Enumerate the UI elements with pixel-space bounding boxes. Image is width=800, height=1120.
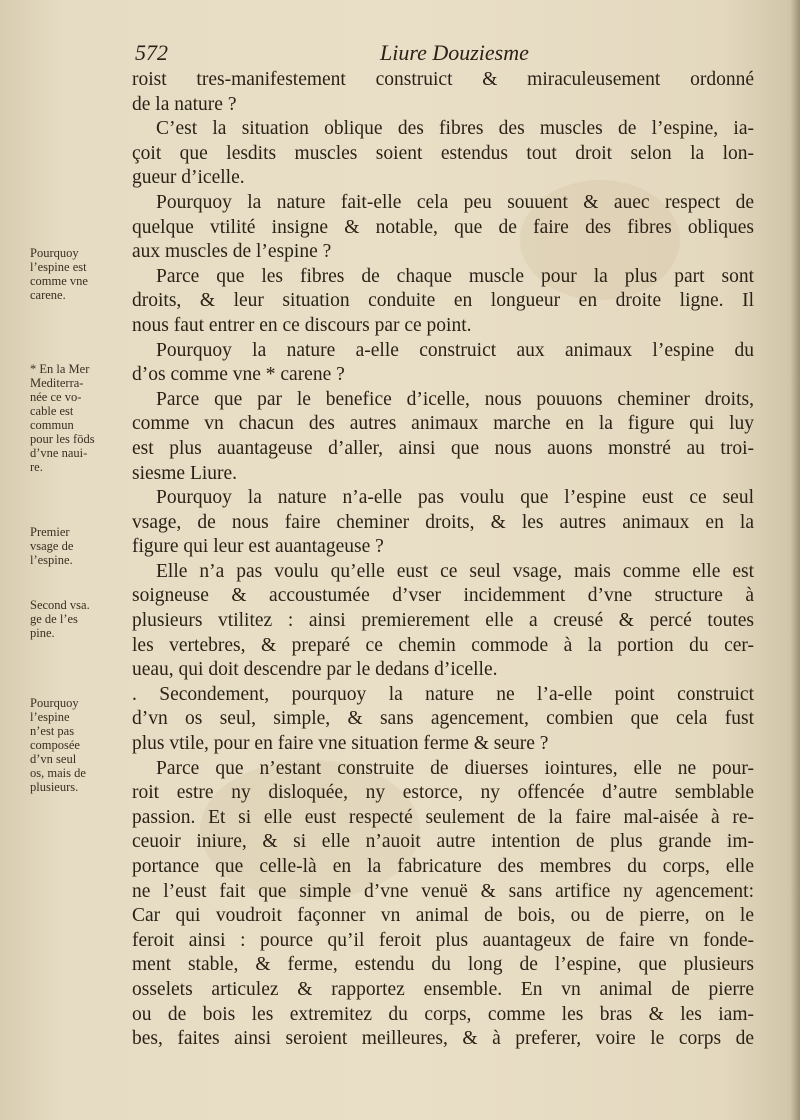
text-line: d’os comme vne * carene ?	[132, 364, 345, 386]
text-line: d’vn os seul, simple, & sans agencement, combien que cela fust	[132, 708, 754, 730]
text-line: Pourquoy la nature n’a-elle pas voulu que l’espine eust ce seul	[156, 487, 754, 509]
text-line: droits, & leur situation conduite en longueur en droite ligne. Il	[132, 290, 754, 312]
text-line: Parce que les fibres de chaque muscle pour la plus part sont	[156, 265, 754, 287]
running-title: Liure Douziesme	[380, 40, 529, 65]
page-edge-shadow	[790, 0, 800, 1120]
margin-note-line: commun	[30, 418, 74, 432]
text-line: ment stable, & ferme, estendu du long de l’espine, que plusieurs	[132, 954, 754, 976]
text-line: vsage, de nous faire cheminer droits, & les autres animaux en la	[132, 511, 754, 533]
text-line: figure qui leur est auantageuse ?	[132, 536, 384, 558]
text-line: Pourquoy la nature a-elle construict aux animaux l’espine du	[156, 339, 754, 361]
margin-note-line: d’vne naui-	[30, 446, 88, 460]
text-line: siesme Liure.	[132, 462, 238, 484]
margin-note-line: pine.	[30, 626, 55, 640]
margin-note-espine-carene	[30, 246, 126, 302]
text-line: osselets articulez & rapportez ensemble. En vn animal de pierre	[132, 978, 754, 1000]
text-line: . Secondement, pourquoy la nature ne l’a-elle point construict	[132, 683, 754, 705]
text-line: Parce que n’estant construite de diuerses iointures, elle ne pour-	[156, 757, 754, 779]
margin-note-line: pour les fōds	[30, 432, 95, 446]
text-line: Car qui voudroit façonner vn animal de bois, ou de pierre, on le	[132, 905, 754, 927]
text-line: quelque vtilité insigne & notable, que de faire des fibres obliques	[132, 216, 754, 238]
text-line: ueau, qui doit descendre par le dedans d’icelle.	[132, 659, 498, 681]
text-line: est plus auantageuse d’aller, ainsi que nous auons monstré au troi-	[132, 437, 754, 459]
text-line: çoit que lesdits muscles soient estendus tout droit selon la lon-	[132, 142, 754, 164]
text-line: roist tres-manifestement construict & miraculeusement ordonné	[132, 69, 754, 90]
text-line: aux muscles de l’espine ?	[132, 241, 332, 263]
text-line: portance que celle-là en la fabricature des membres du corps, elle	[132, 856, 754, 877]
margin-note-line: l’espine	[30, 710, 70, 724]
margin-note-line: carene.	[30, 288, 66, 302]
margin-note-line: comme vne	[30, 274, 88, 288]
margin-note-line: ge de l’es	[30, 612, 78, 626]
margin-note-pourquoy-compose	[30, 696, 126, 794]
margin-note-line: Pourquoy	[30, 696, 79, 710]
margin-note-line: * En la Mer	[30, 362, 90, 376]
text-line: plusieurs vtilitez : ainsi premierement elle a creusé & percé toutes	[132, 610, 754, 632]
text-line: ne l’eust fait que simple d’vne venuë & sans artifice ny agencement:	[132, 880, 754, 902]
text-line: ceuoir iniure, & si elle n’auoit autre intention de plus grande im-	[132, 831, 754, 853]
margin-note-line: Premier	[30, 525, 70, 539]
text-line: gueur d’icelle.	[132, 167, 245, 189]
main-text-column	[132, 68, 754, 1052]
text-line: nous faut entrer en ce discours par ce point.	[132, 314, 472, 336]
margin-note-line: l’espine.	[30, 553, 73, 567]
text-line: de la nature ?	[132, 93, 237, 115]
margin-note-line: d’vn seul	[30, 752, 77, 766]
margin-note-mer-mediterranee	[30, 362, 126, 474]
text-line: comme vn chacun des autres animaux marche en la figure qui luy	[132, 413, 754, 435]
margin-note-line: vsage de	[30, 539, 74, 553]
text-line: roit estre ny disloquée, ny estorce, ny offencée d’autre semblable	[132, 782, 754, 804]
text-line: plus vtile, pour en faire vne situation ferme & seure ?	[132, 733, 549, 755]
text-line: Elle n’a pas voulu qu’elle eust ce seul vsage, mais comme elle est	[156, 560, 754, 582]
text-line: les vertebres, & preparé ce chemin commode à la portion du cer-	[132, 634, 754, 656]
margin-note-premier-vsage	[30, 525, 126, 567]
margin-note-line: plusieurs.	[30, 780, 79, 794]
margin-note-line: l’espine est	[30, 260, 87, 274]
text-line: soigneuse & accoustumée d’vser incidemment d’vne structure à	[132, 585, 754, 607]
text-line: ou de bois les extremitez du corps, comme les bras & les iam-	[132, 1003, 754, 1025]
text-line: bes, faites ainsi seroient meilleures, & à preferer, voire le corps de	[132, 1028, 754, 1050]
page-number: 572	[135, 40, 168, 65]
page-header	[135, 40, 755, 70]
margin-note-line: cable est	[30, 404, 74, 418]
text-line: Pourquoy la nature fait-elle cela peu souuent & auec respect de	[156, 191, 754, 213]
text-line: C’est la situation oblique des fibres des muscles de l’espine, ia-	[156, 118, 754, 140]
text-line: feroit ainsi : pource qu’il feroit plus auantageux de faire vn fonde-	[132, 929, 754, 951]
margin-note-line: n’est pas	[30, 724, 75, 738]
margin-note-line: Mediterra-	[30, 376, 84, 390]
text-line: Parce que par le benefice d’icelle, nous pouuons cheminer droits,	[156, 388, 754, 410]
margin-note-line: Second vsa.	[30, 598, 90, 612]
margin-note-line: Pourquoy	[30, 246, 79, 260]
margin-note-line: re.	[30, 460, 43, 474]
margin-note-line: os, mais de	[30, 766, 86, 780]
margin-note-line: née ce vo-	[30, 390, 82, 404]
text-line: passion. Et si elle eust respecté seulement de la faire mal-aisée à re-	[132, 806, 754, 828]
margin-note-second-vsage	[30, 598, 126, 640]
margin-note-line: composée	[30, 738, 80, 752]
